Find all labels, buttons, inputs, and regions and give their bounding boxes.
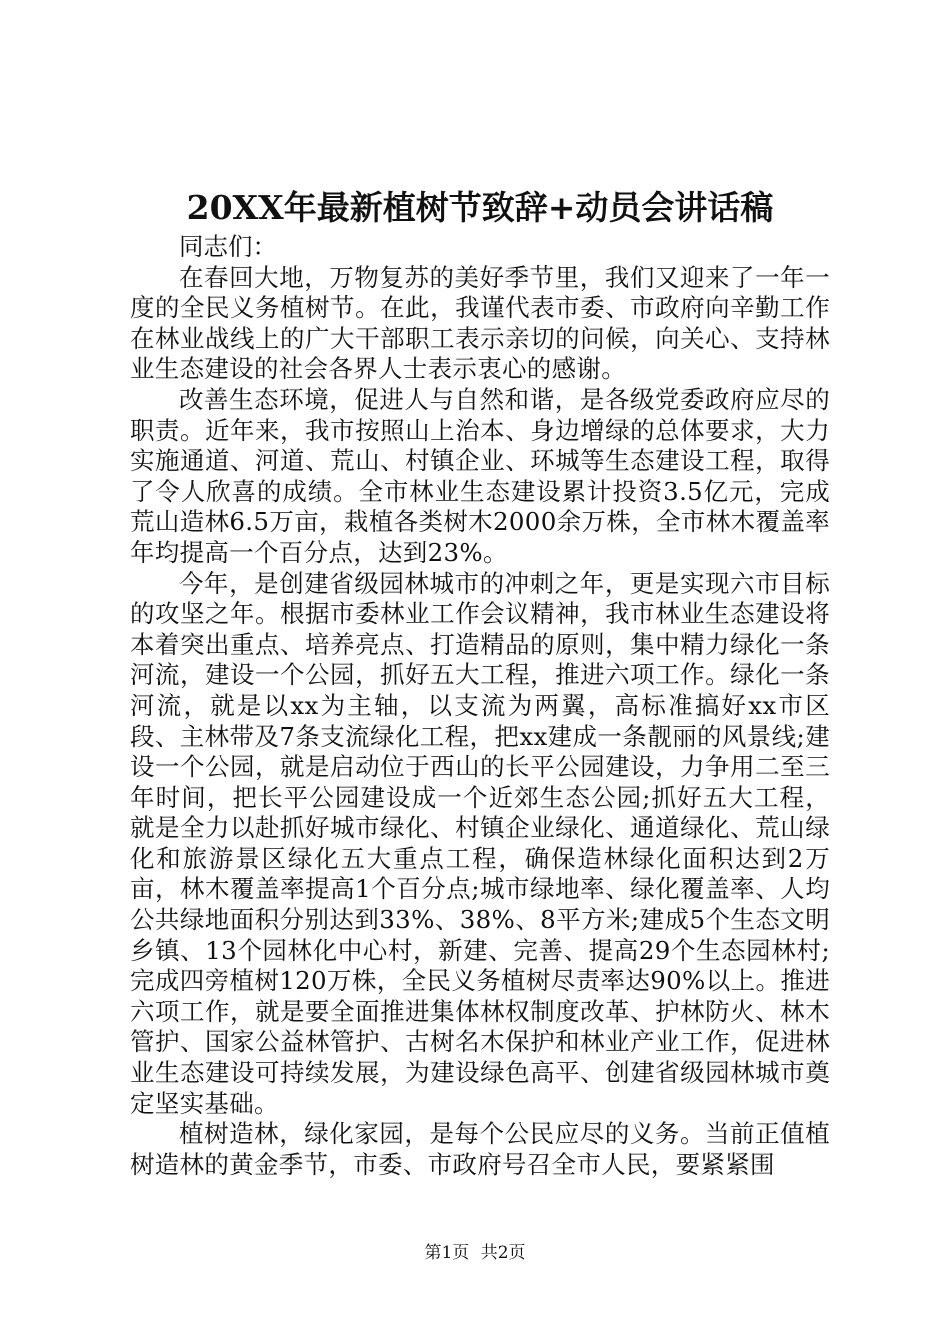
paragraph-1: 在春回大地，万物复苏的美好季节里，我们又迎来了一年一度的全民义务植树节。在此，我谨代表市委、市政府向辛勤工作在林业战线上的广大干部职工表示亲切的问候，向关心、支持林业生态建设的社会各界人士表示衷心的感谢。 xyxy=(130,262,830,384)
page-total: 共2页 xyxy=(480,1243,526,1263)
document-body xyxy=(130,232,830,1180)
page-footer xyxy=(0,1241,950,1265)
paragraph-4: 植树造林，绿化家园，是每个公民应尽的义务。当前正值植树造林的黄金季节，市委、市政府号召全市人民，要紧紧围 xyxy=(130,1119,830,1179)
paragraph-2: 改善生态环境，促进人与自然和谐，是各级党委政府应尽的职责。近年来，我市按照山上治本、身边增绿的总体要求，大力实施通道、河道、荒山、村镇企业、环城等生态建设工程，取得了令人欣喜的成绩。全市林业生态建设累计投资3.5亿元，完成荒山造林6.5万亩，栽植各类树木2000余万株，全市林木覆盖率年均提高一个百分点，达到23%。 xyxy=(130,384,830,567)
page-number: 第1页 xyxy=(424,1243,470,1263)
paragraph-3: 今年，是创建省级园林城市的冲刺之年，更是实现六市目标的攻坚之年。根据市委林业工作会议精神，我市林业生态建设将本着突出重点、培养亮点、打造精品的原则，集中精力绿化一条河流，建设一个公园，抓好五大工程，推进六项工作。绿化一条河流，就是以xx为主轴，以支流为两翼，高标准搞好xx市区段、主林带及7条支流绿化工程，把xx建成一条靓丽的风景线;建设一个公园，就是启动位于西山的长平公园建设，力争用二至三年时间，把长平公园建设成一个近郊生态公园;抓好五大工程，就是全力以赴抓好城市绿化、村镇企业绿化、通道绿化、荒山绿化和旅游景区绿化五大重点工程，确保造林绿化面积达到2万亩，林木覆盖率提高1个百分点;城市绿地率、绿化覆盖率、人均公共绿地面积分别达到33%、38%、8平方米;建成5个生态文明乡镇、13个园林化中心村，新建、完善、提高29个生态园林村;完成四旁植树120万株，全民义务植树尽责率达90%以上。推进六项工作，就是要全面推进集体林权制度改革、护林防火、林木管护、国家公益林管护、古树名木保护和林业产业工作，促进林业生态建设可持续发展，为建设绿色高平、创建省级园林城市奠定坚实基础。 xyxy=(130,568,830,1118)
salutation: 同志们： xyxy=(179,232,277,261)
document-title: 20XX年最新植树节致辞+动员会讲话稿 xyxy=(186,188,774,227)
